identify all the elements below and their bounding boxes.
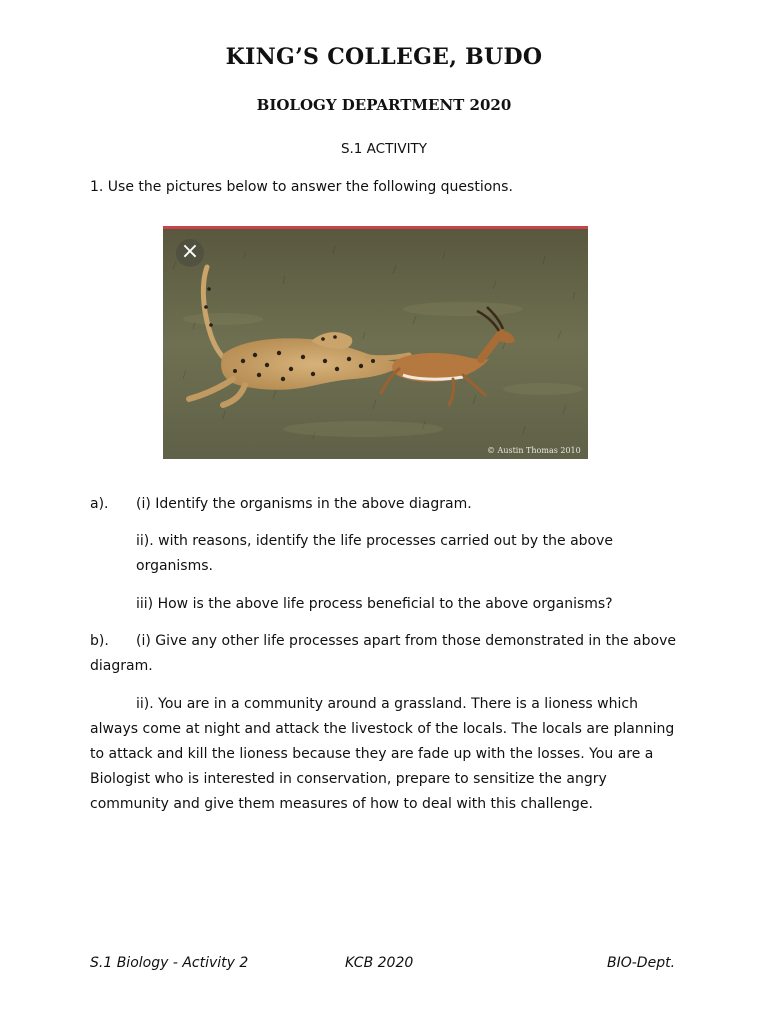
part-b-label: b). xyxy=(90,633,109,649)
part-b-question-i: (i) Give any other life processes apart from those demonstrated in the above diagram. xyxy=(90,633,676,674)
footer-department: BIO-Dept. xyxy=(607,955,676,971)
part-a-question-iii: iii) How is the above life process beneficial to the above organisms? xyxy=(136,596,613,612)
part-a-question-ii: ii). with reasons, identify the life processes carried out by the above organisms. xyxy=(136,533,614,574)
page-title: KING’S COLLEGE, BUDO xyxy=(225,44,543,70)
department-heading: BIOLOGY DEPARTMENT 2020 xyxy=(256,96,512,114)
photo-credit: © Austin Thomas 2010 xyxy=(487,446,581,455)
footer-school: KCB 2020 xyxy=(345,955,414,971)
part-a-label: a). xyxy=(90,496,109,512)
question-1-instruction: 1. Use the pictures below to answer the following questions. xyxy=(90,179,513,195)
cheetah-gazelle-photo xyxy=(163,226,588,459)
part-b-question-ii: ii). You are in a community around a grassland. There is a lioness which always come at night and attack the livestock of the locals. The locals are planning to attack and kill the lioness because they are fade up with the losses. You are a Biologist who is interested in conservation, prepare to sensitize the angry community and give them measures of how to deal with this challenge. xyxy=(90,696,675,812)
footer-course: S.1 Biology - Activity 2 xyxy=(90,955,249,971)
photo-illustration xyxy=(163,229,588,459)
close-icon[interactable]: × xyxy=(176,239,204,267)
part-a-question-i: (i) Identify the organisms in the above diagram. xyxy=(136,496,472,512)
activity-heading: S.1 ACTIVITY xyxy=(340,141,428,157)
